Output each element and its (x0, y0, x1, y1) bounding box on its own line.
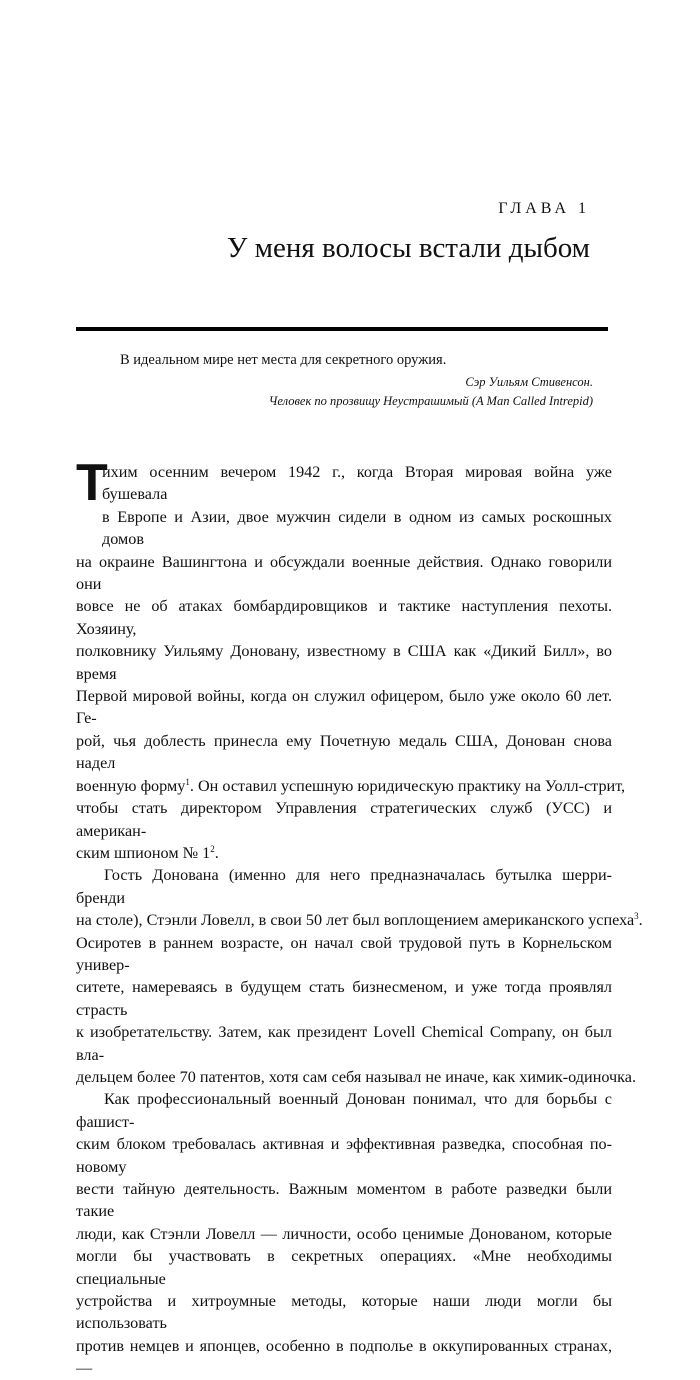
paragraph-3-line: ским блоком требовалась активная и эффективная разведка, способная по-новому (76, 1135, 612, 1176)
chapter-label: ГЛАВА 1 (498, 200, 590, 217)
epigraph-author: Сэр Уильям Стивенсон. (465, 375, 593, 389)
text-fragment: ским шпионом № 1 (76, 843, 211, 862)
text-fragment: . (214, 843, 219, 862)
paragraph-2-line: к изобретательству. Затем, как президент Lovell Chemical Company, он был вла- (76, 1023, 612, 1064)
epigraph-text: В идеальном мире нет места для секретного оружия. (120, 352, 447, 368)
text-fragment: . (638, 911, 643, 930)
paragraph-1-line: на окраине Вашингтона и обсуждали военные действия. Однако говорили они (76, 552, 612, 594)
chapter-title: У меня волосы встали дыбом (226, 232, 590, 264)
paragraph-3-line: устройства и хитроумные методы, которые наши люди могли бы использовать (76, 1292, 612, 1333)
paragraph-3-line: вести тайную деятельность. Важным моментом в работе разведки были такие (76, 1180, 612, 1221)
paragraph-1-line (76, 842, 612, 864)
paragraph-2-line: Гость Донована (именно для него предназначалась бутылка шерри-бренди (76, 866, 612, 907)
paragraph-2-line (76, 909, 643, 931)
paragraph-1-line: ихим осенним вечером 1942 г., когда Вторая мировая война уже бушевала (102, 463, 612, 504)
paragraph-2-line: дельцем более 70 патентов, хотя сам себя называл не иначе, как химик-одиночка. (76, 1067, 637, 1086)
epigraph-source: Человек по прозвищу Неустрашимый (A Man Called Intrepid) (268, 394, 593, 408)
text-fragment: . Он оставил успешную юридическую практику на Уолл-стрит, (189, 776, 626, 795)
paragraph-1-line: в Европе и Азии, двое мужчин сидели в одном из самых роскошных домов (102, 507, 612, 549)
paragraph-1-line: рой, чья доблесть принесла ему Почетную медаль США, Донован снова надел (76, 731, 612, 773)
paragraph-1-line: чтобы стать директором Управления стратегических служб (УСС) и американ- (76, 799, 612, 840)
paragraph-1-line: Первой мировой войны, когда он служил офицером, было уже около 60 лет. Ге- (76, 687, 612, 728)
footnote-ref: 3 (634, 911, 639, 922)
paragraph-3-line: Как профессиональный военный Донован понимал, что для борьбы с фашист- (76, 1090, 612, 1131)
footnote-ref: 1 (185, 776, 190, 787)
paragraph-2-line: Осиротев в раннем возрасте, он начал свой трудовой путь в Корнельском универ- (76, 933, 612, 974)
paragraph-3-line: могли бы участвовать в секретных операциях. «Мне необходимы специальные (76, 1247, 612, 1288)
body-text (76, 454, 643, 1380)
drop-cap: Т (76, 454, 108, 512)
paragraph-1-line: вовсе не об атаках бомбардировщиков и тактике наступления пехоты. Хозяину, (76, 597, 612, 638)
paragraph-1-line: полковнику Уильяму Доновану, известному в США как «Дикий Билл», во время (76, 642, 612, 683)
paragraph-2-line: ситете, намереваясь в будущем стать бизнесменом, и уже тогда проявлял страсть (76, 978, 612, 1019)
text-fragment: военную форму (76, 776, 186, 795)
paragraph-3-line: против немцев и японцев, особенно в подполье в оккупированных странах, — (76, 1336, 612, 1378)
text-fragment: на столе), Стэнли Ловелл, в свои 50 лет был воплощением американского успеха (76, 911, 635, 930)
paragraph-3-line: люди, как Стэнли Ловелл — личности, особо ценимые Донованом, которые (76, 1224, 612, 1243)
chapter-rule (76, 327, 608, 331)
paragraph-1-line (76, 775, 626, 797)
footnote-ref: 2 (210, 843, 215, 854)
